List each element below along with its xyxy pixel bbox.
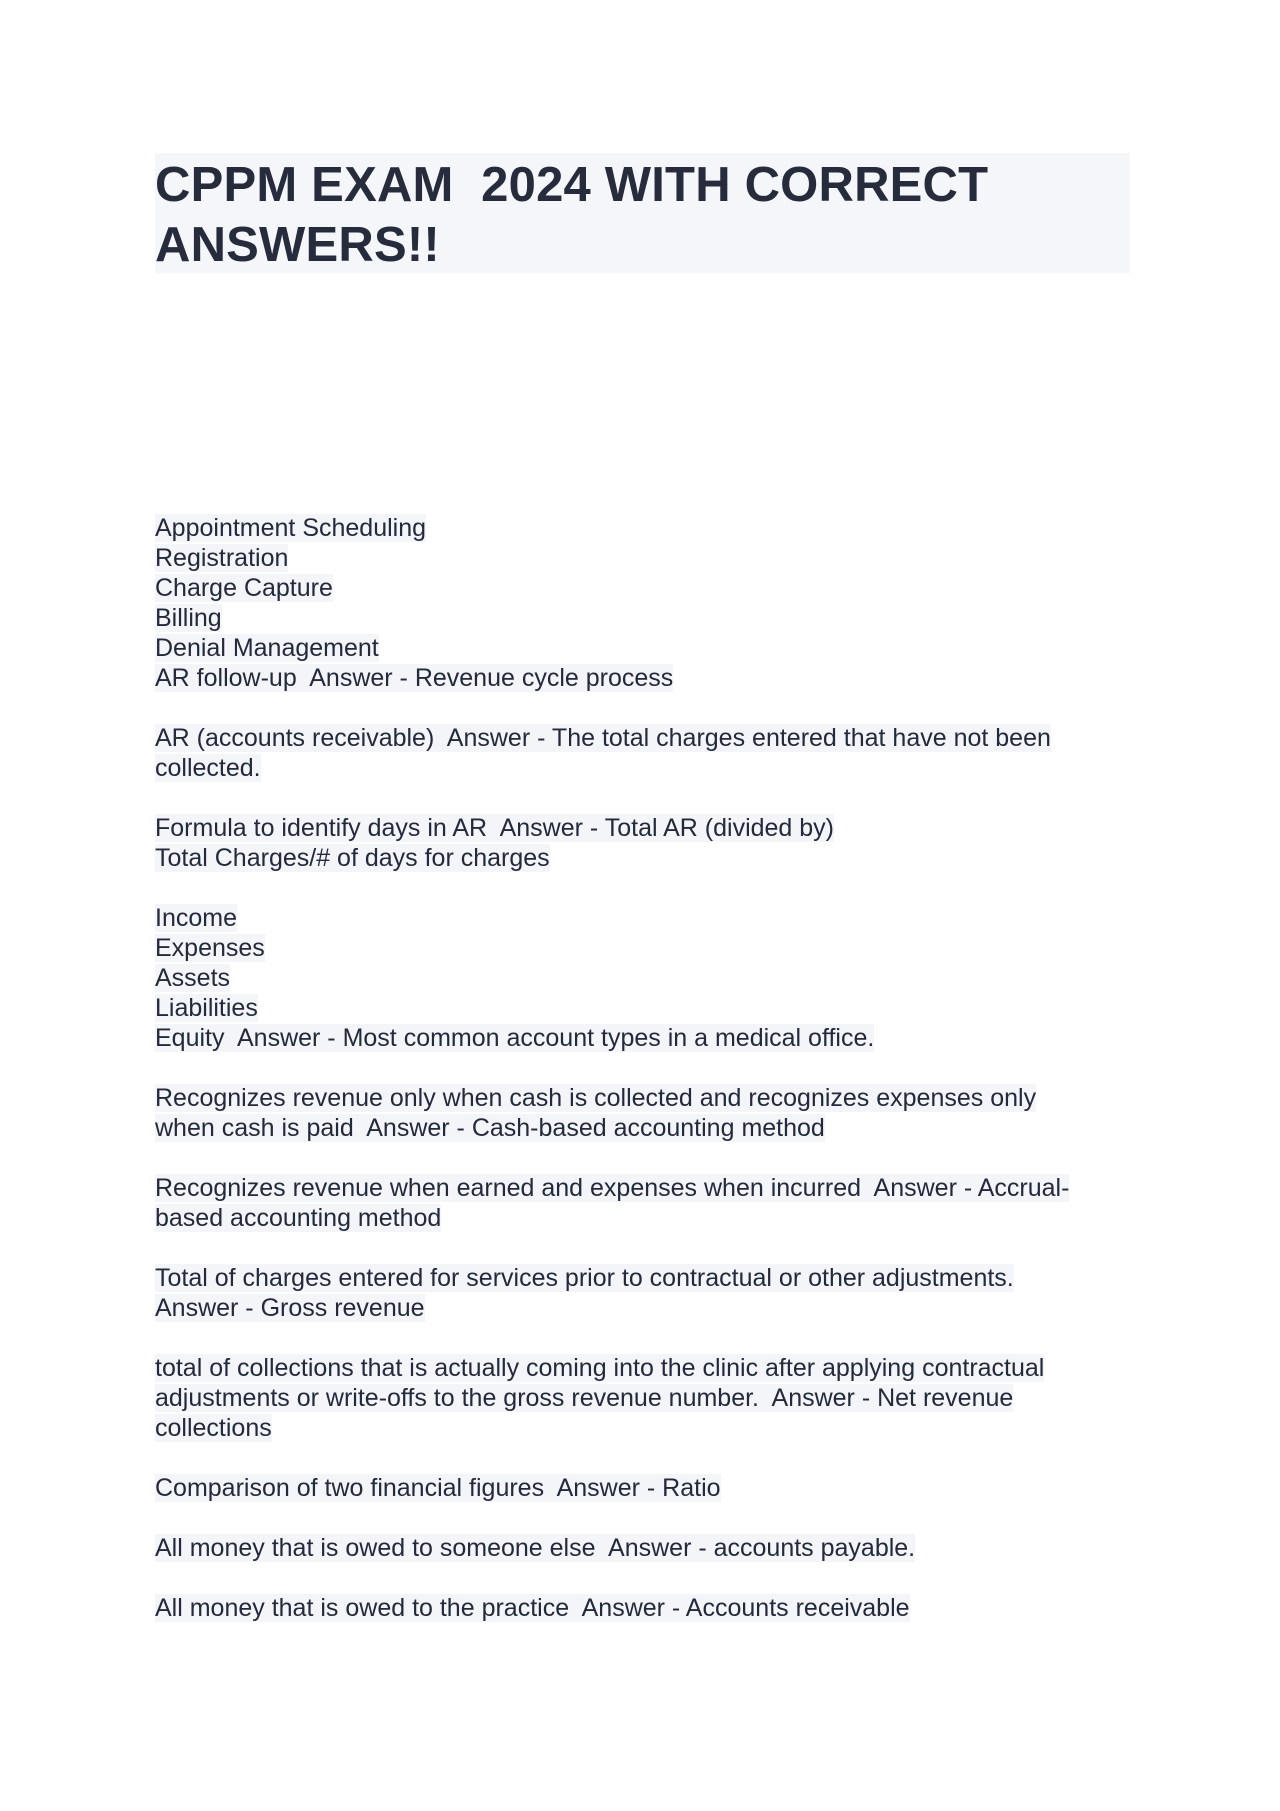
qa-line-text: Charge Capture [155,574,333,602]
qa-line-text: Formula to identify days in AR Answer - Total AR (divided by) [155,814,835,842]
qa-line-text: Appointment Scheduling [155,514,427,542]
qa-line-text: Expenses [155,934,265,962]
qa-line [155,993,1115,1023]
qa-item [155,1533,1115,1563]
qa-line [155,1473,1115,1503]
qa-item [155,1353,1115,1443]
qa-line [155,513,1115,543]
qa-line-text: All money that is owed to someone else Answer - accounts payable. [155,1534,916,1562]
qa-line-text: collections [155,1414,272,1442]
qa-item [155,513,1115,693]
qa-line [155,1533,1115,1563]
qa-line [155,663,1115,693]
qa-line [155,1083,1115,1113]
qa-line [155,1383,1115,1413]
qa-line-text: Registration [155,544,289,572]
qa-line [155,1203,1115,1233]
document-title: CPPM EXAM 2024 WITH CORRECT ANSWERS!! [155,158,1001,272]
qa-line-text: Answer - Gross revenue [155,1294,425,1322]
qa-line-text: adjustments or write-offs to the gross revenue number. Answer - Net revenue [155,1384,1014,1412]
qa-line [155,933,1115,963]
qa-line [155,963,1115,993]
qa-item [155,1173,1115,1233]
qa-line-text: when cash is paid Answer - Cash-based accounting method [155,1114,825,1142]
qa-line-text: Total of charges entered for services prior to contractual or other adjustments. [155,1264,1014,1292]
qa-line [155,843,1115,873]
qa-line [155,543,1115,573]
qa-item [155,1263,1115,1323]
qa-list [155,513,1115,1653]
qa-line [155,1023,1115,1053]
qa-line [155,1263,1115,1293]
qa-item [155,903,1115,1053]
qa-line [155,603,1115,633]
qa-line [155,1353,1115,1383]
qa-line [155,723,1115,753]
qa-line-text: AR follow-up Answer - Revenue cycle process [155,664,674,692]
qa-line [155,903,1115,933]
qa-line-text: Recognizes revenue only when cash is collected and recognizes expenses only [155,1084,1037,1112]
qa-line [155,753,1115,783]
qa-item [155,1083,1115,1143]
qa-line-text: based accounting method [155,1204,442,1232]
qa-line-text: AR (accounts receivable) Answer - The total charges entered that have not been [155,724,1051,752]
qa-line-text: Recognizes revenue when earned and expenses when incurred Answer - Accrual- [155,1174,1070,1202]
qa-line-text: Liabilities [155,994,258,1022]
qa-line [155,1593,1115,1623]
qa-line-text: Billing [155,604,222,632]
qa-item [155,723,1115,783]
qa-line-text: Income [155,904,237,932]
qa-line-text: collected. [155,754,261,782]
qa-line-text: Denial Management [155,634,379,662]
qa-line-text: Assets [155,964,231,992]
qa-line-text: Equity Answer - Most common account types in a medical office. [155,1024,875,1052]
qa-line [155,1113,1115,1143]
qa-item [155,1593,1115,1623]
qa-line [155,1173,1115,1203]
qa-line [155,1413,1115,1443]
qa-line [155,813,1115,843]
qa-line-text: Comparison of two financial figures Answer - Ratio [155,1474,721,1502]
qa-line-text: All money that is owed to the practice Answer - Accounts receivable [155,1594,910,1622]
qa-item [155,813,1115,873]
qa-line [155,1293,1115,1323]
qa-line-text: Total Charges/# of days for charges [155,844,550,872]
qa-line-text: total of collections that is actually coming into the clinic after applying contractual [155,1354,1045,1382]
qa-item [155,1473,1115,1503]
qa-line [155,633,1115,663]
qa-line [155,573,1115,603]
